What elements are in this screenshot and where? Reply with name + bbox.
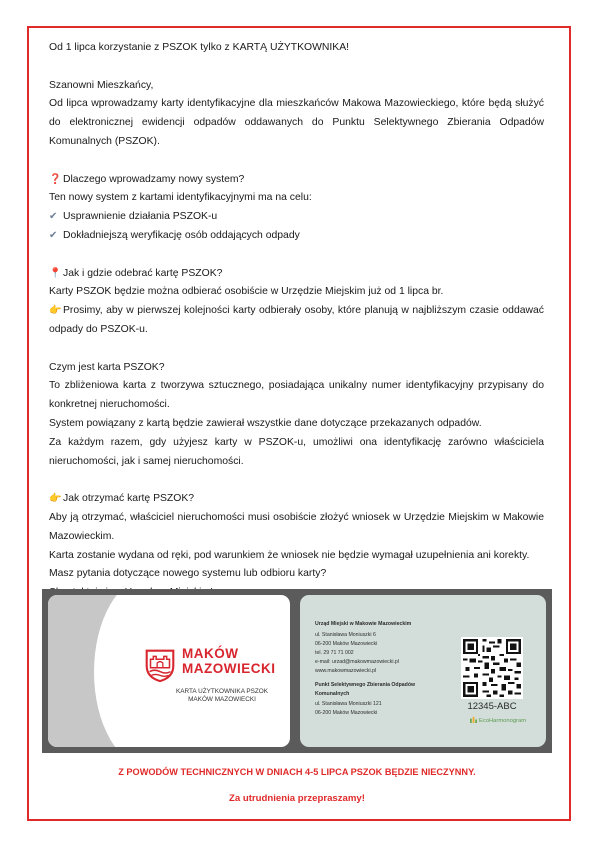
brand-line-2: MAZOWIECKI: [182, 661, 276, 676]
announcement-body: [49, 39, 544, 603]
ecoharmonogram-logo: [470, 716, 526, 724]
why-item-label: Usprawnienie działania PSZOK-u: [63, 211, 218, 223]
office-line: 06-200 Maków Mazowiecki: [315, 641, 378, 647]
why-heading: [49, 171, 544, 190]
what-heading: Czym jest karta PSZOK?: [49, 361, 165, 373]
closure-notice: Z POWODÓW TECHNICZNYCH W DNIACH 4-5 LIPCA PSZOK BĘDZIE NIECZYNNY.: [118, 767, 476, 777]
office-line: ul. Stanisława Moniuszki 6: [315, 632, 376, 638]
pszok-name-1: Punkt Selektywnego Zbierania Odpadów: [315, 682, 416, 688]
intro-paragraph: Od lipca wprowadzamy karty identyfikacyjne dla mieszkańców Makowa Mazowieckiego, które będą służyć do elektronicznej ewidencji odpadów oddawanych do Punktu Selektywnego Zbierania Odpadów Komunalnych (PSZOK).: [49, 98, 544, 147]
checkmark-icon: ✔: [49, 229, 58, 241]
get-heading: [49, 490, 544, 509]
greeting: Szanowni Mieszkańcy,: [49, 79, 154, 91]
apology-text: Za utrudnienia przepraszamy!: [229, 793, 365, 804]
card-preview: [42, 589, 552, 753]
why-title: Dlaczego wprowadzamy nowy system?: [63, 173, 245, 185]
town-crest-logo-icon: [141, 645, 179, 683]
headline: Od 1 lipca korzystanie z PSZOK tylko z KARTĄ UŻYTKOWNIKA!: [49, 42, 350, 53]
office-phone: tel. 29 71 71 002: [315, 650, 354, 656]
why-item-label: Dokładniejszą weryfikację osób oddających odpady: [63, 229, 300, 241]
eco-label: EcoHarmonogram: [479, 718, 527, 724]
brand-line-1: MAKÓW: [182, 646, 239, 661]
how-text: Karty PSZOK będzie można odbierać osobiście w Urzędzie Miejskim już od 1 lipca br.: [49, 286, 444, 298]
how-request-text: Prosimy, aby w pierwszej kolejności karty odbierały osoby, które planują w najbliższym czasie oddawać odpady do PSZOK-u.: [49, 305, 544, 335]
get-paragraph-3: Masz pytania dotyczące nowego systemu lub odbioru karty?: [49, 568, 327, 580]
get-title: Jak otrzymać kartę PSZOK?: [63, 493, 195, 505]
card-back: [300, 595, 546, 747]
what-paragraph-1: To zbliżeniowa karta z tworzywa sztucznego, posiadająca unikalny numer identyfikacyjny przypisany do konkretnej nieruchomości.: [49, 380, 544, 411]
office-name: Urząd Miejski w Makowie Mazowieckim: [315, 621, 412, 627]
question-mark-icon: ❓: [49, 173, 62, 185]
pointing-hand-icon: 👉: [49, 305, 62, 317]
what-paragraph-3: Za każdym razem, gdy użyjesz karty w PSZOK-u, umożliwi ona identyfikację zarówno właściciela nieruchomości, jak i samej nieruchomości.: [49, 436, 544, 467]
office-email: e-mail: urzad@makowmazowiecki.pl: [315, 659, 399, 665]
card-subtitle-2: MAKÓW MAZOWIECKI: [188, 696, 256, 703]
checkmark-icon: ✔: [49, 211, 58, 223]
pszok-name-2: Komunalnych: [315, 691, 350, 697]
how-title: Jak i gdzie odebrać kartę PSZOK?: [63, 267, 223, 279]
how-request: [49, 302, 544, 340]
pszok-line: 06-200 Maków Mazowiecki: [315, 710, 378, 716]
pushpin-icon: 📍: [49, 267, 62, 279]
pszok-line: ul. Stanisława Moniuszki 121: [315, 701, 382, 707]
leaf-icon: [470, 716, 477, 723]
how-heading: [49, 265, 544, 284]
what-paragraph-2: System powiązany z kartą będzie zawierał wszystkie dane dotyczące przekazanych odpadów.: [49, 417, 482, 429]
card-number: 12345-ABC: [467, 701, 517, 712]
office-website: www.makowmazowiecki.pl: [315, 668, 377, 674]
why-item: [49, 227, 544, 246]
why-lead: Ten nowy system z kartami identyfikacyjnymi ma na celu:: [49, 192, 312, 204]
card-subtitle-1: KARTA UŻYTKOWNIKA PSZOK: [175, 688, 269, 695]
pointing-hand-icon: 👉: [49, 493, 62, 505]
get-paragraph-1: Aby ją otrzymać, właściciel nieruchomości musi osobiście złożyć wniosek w Urzędzie Miejskim w Makowie Mazowieckim.: [49, 511, 544, 542]
qr-code-icon: [461, 637, 523, 699]
why-item: [49, 208, 544, 227]
card-front: [48, 595, 290, 747]
get-paragraph-2: Karta zostanie wydana od ręki, pod warunkiem że wniosek nie będzie wymagał uzupełnienia ani korekty.: [49, 549, 530, 561]
